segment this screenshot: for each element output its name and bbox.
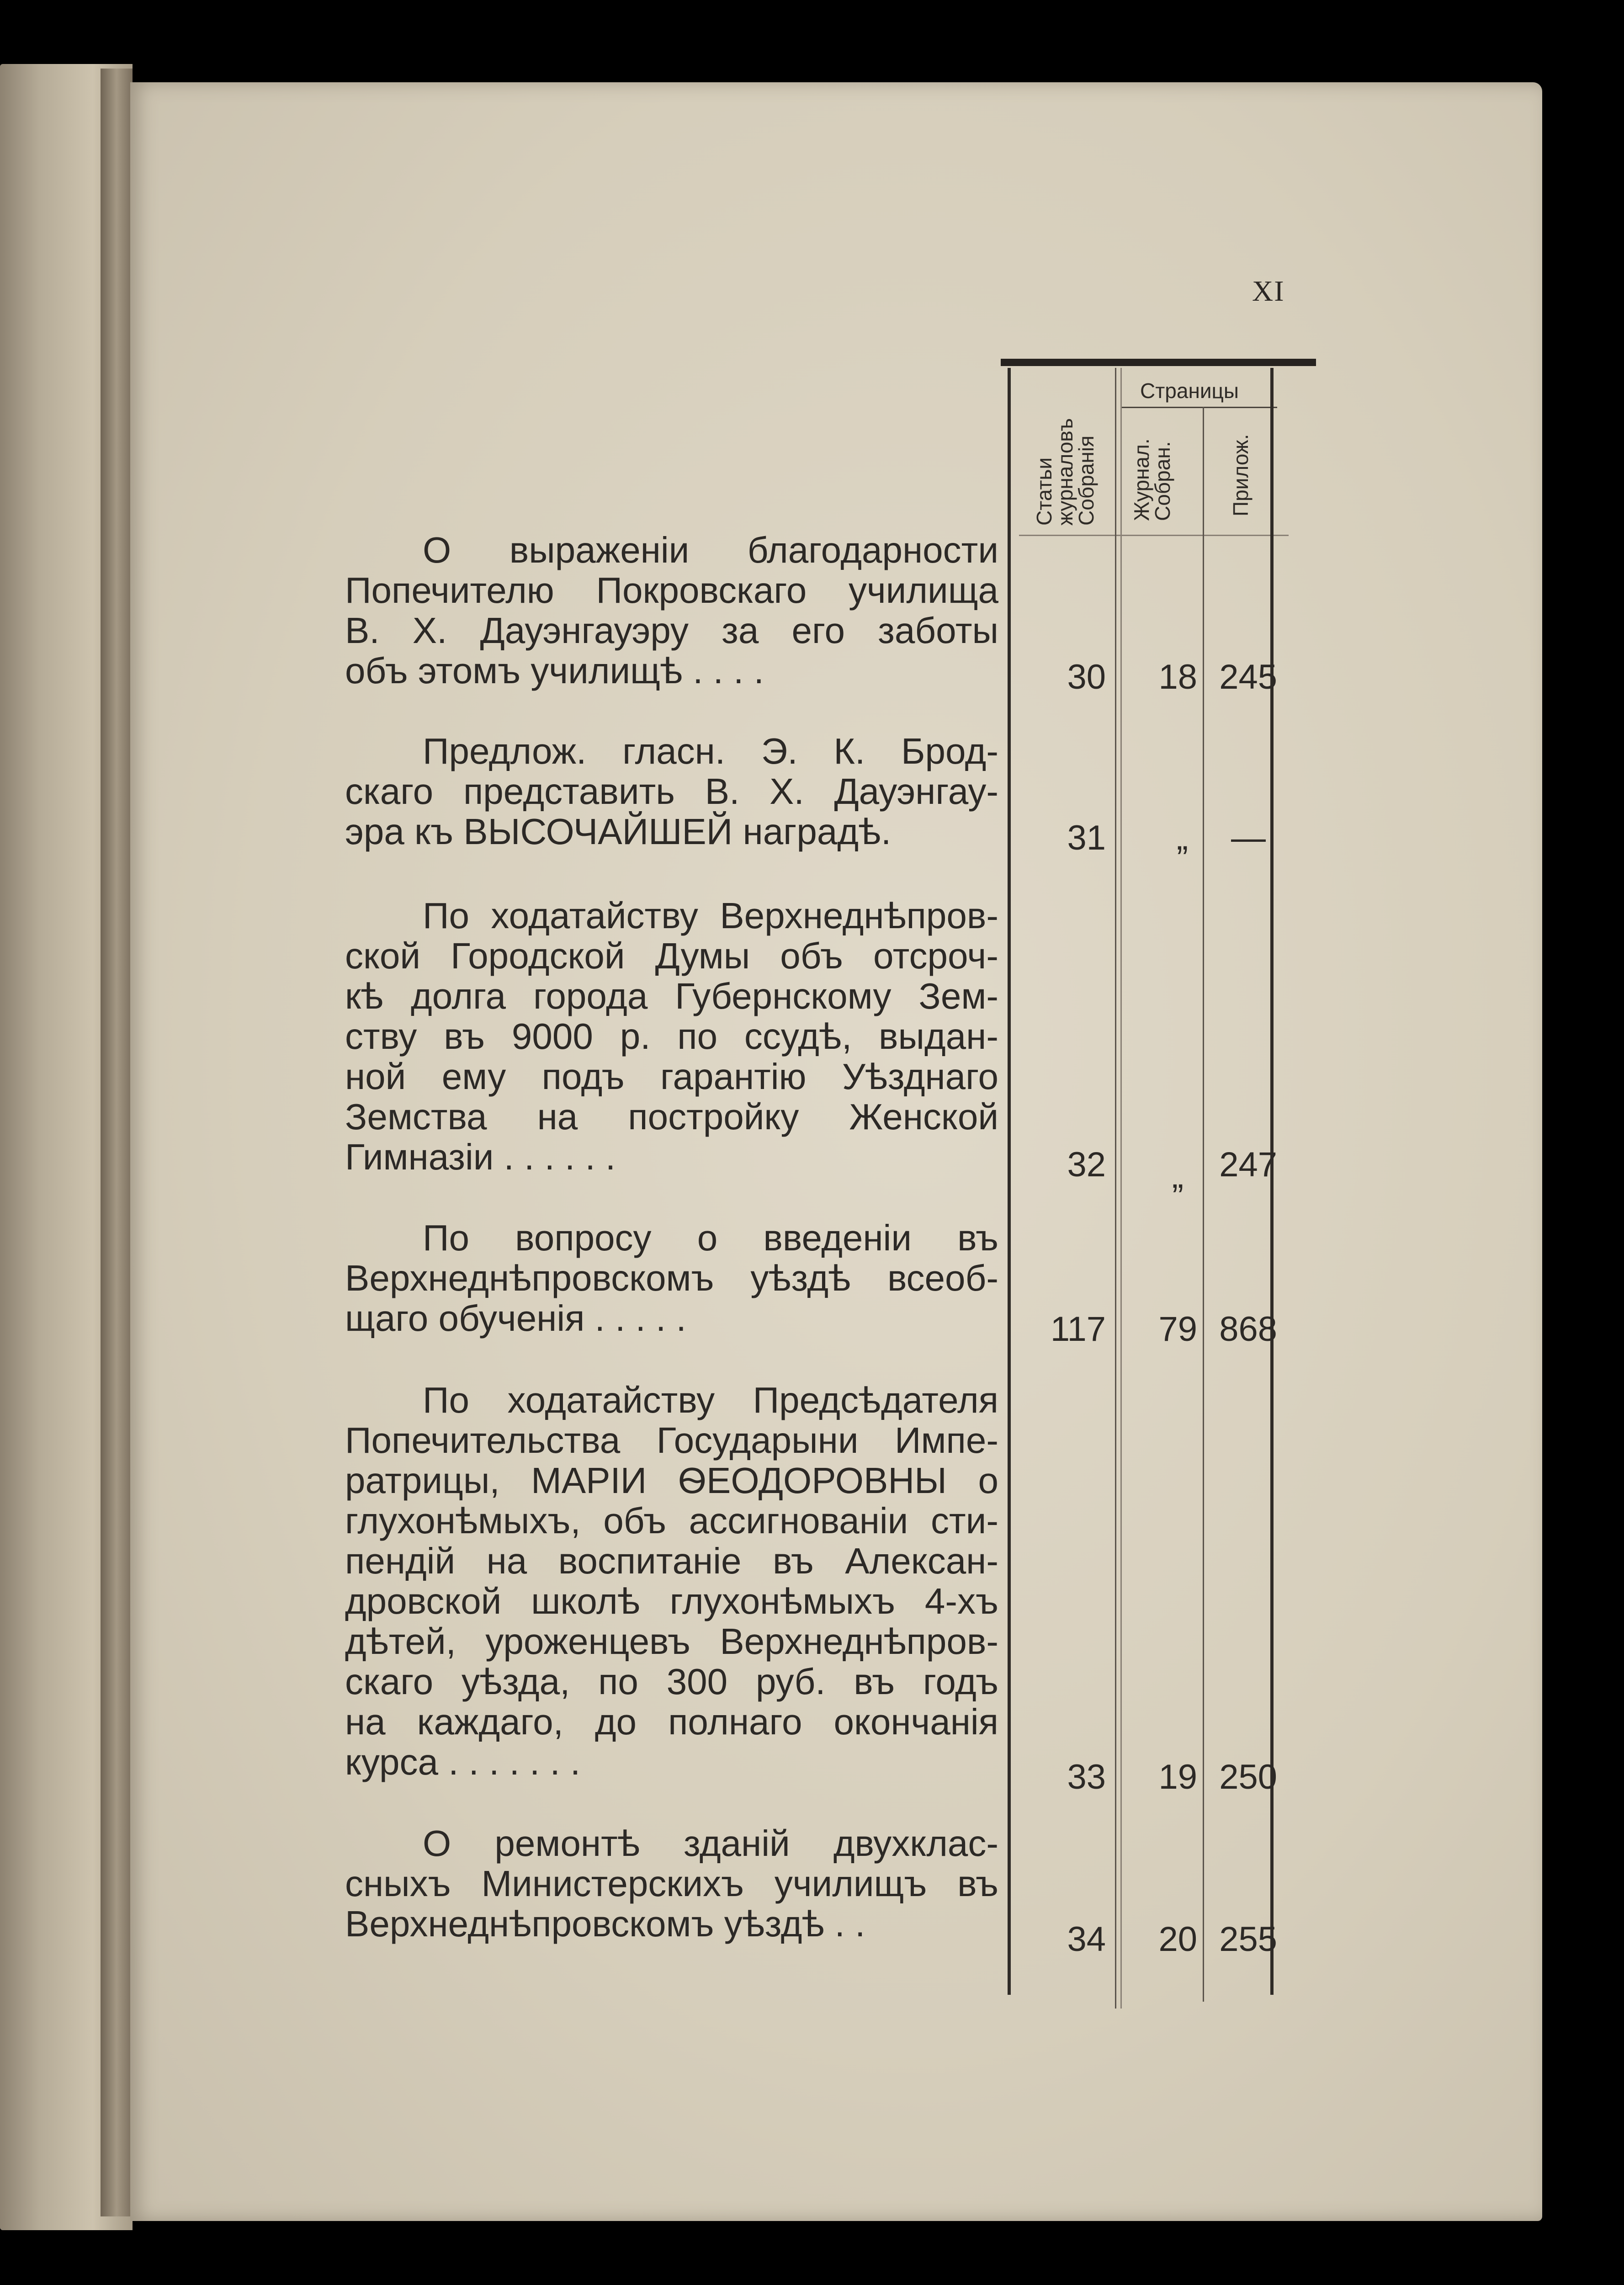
header-bottom-rule [1019, 535, 1289, 536]
entry-line: Гимназіи . . . . . . [345, 1137, 616, 1177]
entry-line: курса . . . . . . . [345, 1742, 581, 1782]
entry-line: дровской школѣ глухонѣмыхъ 4-хъ [345, 1581, 998, 1621]
journal-page: 79 [1158, 1310, 1197, 1349]
page-number: XI [1252, 275, 1285, 307]
header-articles: Статьи журналовъ Собранія [1032, 418, 1098, 526]
entry-line: Земства на постройку Женской [345, 1096, 998, 1137]
entry-line: скаго представить В. Х. Дауэнгау- [345, 771, 998, 812]
header-journal: Журнал. Собран. [1130, 438, 1174, 521]
article-number: 33 [1067, 1758, 1106, 1796]
column-rule-2 [1203, 407, 1204, 2002]
entry-line: По ходатайству Верхнеднѣпров- [423, 895, 998, 936]
journal-page: 19 [1158, 1758, 1197, 1796]
entry-line: скаго уѣзда, по 300 руб. въ годъ [345, 1661, 998, 1702]
entry-line: глухонѣмыхъ, объ ассигнованіи сти- [345, 1500, 998, 1541]
table-top-rule [1001, 359, 1316, 366]
appendix-page: 250 [1219, 1758, 1277, 1796]
entry-line: В. Х. Дауэнгауэру за его заботы [345, 610, 998, 651]
article-number: 32 [1067, 1145, 1106, 1184]
entry-line: Предлож. гласн. Э. К. Брод- [423, 731, 998, 771]
journal-page: 18 [1158, 658, 1197, 696]
column-rule-left [1008, 368, 1011, 1995]
header-pages-underline [1122, 407, 1277, 408]
appendix-page: 868 [1219, 1310, 1277, 1349]
article-number: 30 [1067, 658, 1106, 696]
entry-line: на каждаго, до полнаго окончанія [345, 1701, 998, 1742]
entry-line: дѣтей, уроженцевъ Верхнеднѣпров- [345, 1621, 998, 1662]
entry-line: ной ему подъ гарантію Уѣзднаго [345, 1056, 998, 1097]
entry-line: ской Городской Думы объ отсроч- [345, 935, 998, 976]
entry-4 [345, 1218, 998, 1339]
appendix-page: 245 [1219, 658, 1277, 696]
entry-line: По вопросу о введеніи въ [423, 1217, 998, 1258]
journal-page: 20 [1158, 1920, 1197, 1959]
entry-6 [345, 1823, 998, 1944]
entry-2 [345, 731, 998, 852]
article-number: 31 [1067, 818, 1106, 857]
column-rule-1 [1115, 368, 1116, 2009]
entry-1 [345, 530, 998, 691]
entry-line: Верхнеднѣпровскомъ уѣздѣ . . [345, 1903, 865, 1944]
entry-line: сныхъ Министерскихъ училищъ въ [345, 1863, 998, 1904]
appendix-page: 255 [1219, 1920, 1277, 1959]
entry-3 [345, 896, 998, 1177]
article-number: 34 [1067, 1920, 1106, 1959]
column-rule-1b [1120, 368, 1122, 2009]
entry-line: Верхнеднѣпровскомъ уѣздѣ всеоб- [345, 1258, 998, 1298]
entry-line: ству въ 9000 р. по ссудѣ, выдан- [345, 1016, 998, 1057]
entry-line: пендій на воспитаніе въ Алексан- [345, 1541, 998, 1581]
appendix-page: — [1231, 818, 1266, 857]
journal-page: „ [1176, 818, 1188, 857]
header-appendix: Прилож. [1229, 434, 1252, 516]
journal-page: „ [1172, 1157, 1184, 1196]
book-spine [101, 69, 133, 2216]
appendix-page: 247 [1219, 1145, 1277, 1184]
article-number: 117 [1050, 1310, 1106, 1349]
entry-line: кѣ долга города Губернскому Зем- [345, 976, 998, 1016]
entry-line: объ этомъ училищѣ . . . . [345, 650, 764, 691]
header-pages: Страницы [1140, 379, 1239, 403]
entry-5 [345, 1380, 998, 1782]
entry-line: Попечительства Государыни Импе- [345, 1420, 998, 1461]
entry-line: О выраженіи благодарности [423, 530, 998, 570]
entry-line: эра къ ВЫСОЧАЙШЕЙ наградѣ. [345, 811, 892, 852]
entry-line: Попечителю Покровскаго училища [345, 570, 998, 611]
entry-line: О ремонтѣ зданій двухклас- [423, 1823, 998, 1864]
entry-line: ратрицы, МАРІИ ѲЕОДОРОВНЫ о [345, 1460, 998, 1501]
entry-line: щаго обученія . . . . . [345, 1298, 686, 1339]
entry-line: По ходатайству Предсѣдателя [423, 1380, 998, 1420]
